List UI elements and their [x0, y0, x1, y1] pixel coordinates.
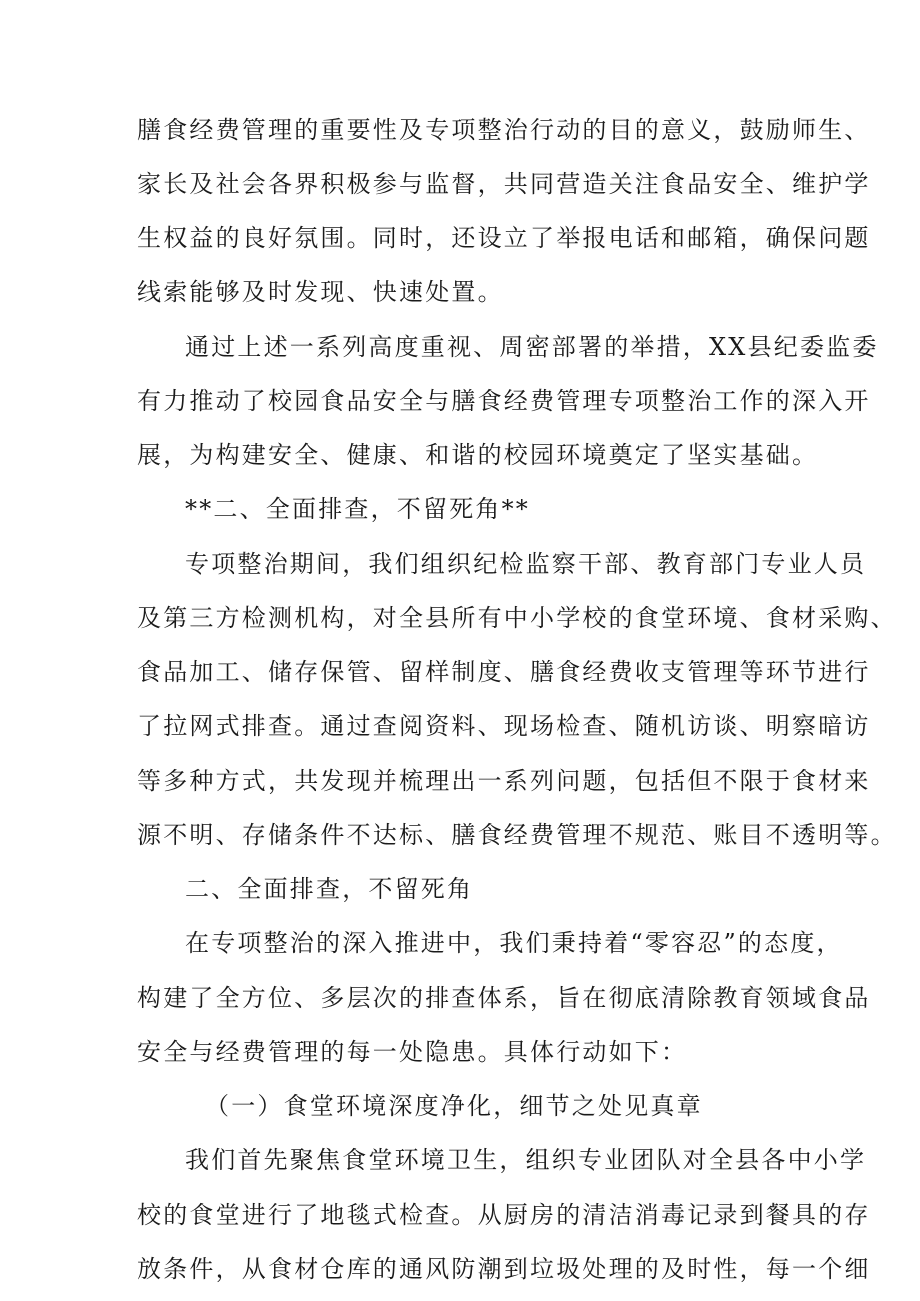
text-line: 线索能够及时发现、快速处置。	[137, 278, 504, 306]
text-line: 及第三方检测机构，对全县所有中小学校的食堂环境、食材采购、	[137, 604, 897, 632]
text-line: 展，为构建安全、健康、和谐的校园环境奠定了坚实基础。	[137, 441, 819, 469]
text-line: 等多种方式，共发现并梳理出一系列问题，包括但不限于食材来	[137, 767, 871, 795]
text-line: 源不明、存储条件不达标、膳食经费管理不规范、账目不透明等。	[137, 821, 897, 849]
text-line: 校的食堂进行了地毯式检查。从厨房的清洁消毒记录到餐具的存	[137, 1201, 871, 1229]
text-line: 膳食经费管理的重要性及专项整治行动的目的意义，鼓励师生、	[137, 116, 871, 144]
text-line: 了拉网式排查。通过查阅资料、现场检查、随机访谈、明察暗访	[137, 712, 871, 740]
text-line: 放条件，从食材仓库的通风防潮到垃圾处理的及时性，每一个细	[137, 1255, 871, 1283]
text-line: 在专项整治的深入推进中，我们秉持着“零容忍”的态度，	[185, 929, 843, 957]
text-line: 安全与经费管理的每一处隐患。具体行动如下：	[137, 1038, 688, 1066]
text-line: 构建了全方位、多层次的排查体系，旨在彻底清除教育领域食品	[137, 984, 871, 1012]
section-heading: **二、全面排查，不留死角**	[185, 495, 530, 523]
text-line: 家长及社会各界积极参与监督，共同营造关注食品安全、维护学	[137, 170, 871, 198]
text-line: 生权益的良好氛围。同时，还设立了举报电话和邮箱，确保问题	[137, 224, 871, 252]
text-line: 专项整治期间，我们组织纪检监察干部、教育部门专业人员	[185, 550, 867, 578]
text-line: 有力推动了校园食品安全与膳食经费管理专项整治工作的深入开	[137, 387, 871, 415]
text-line: 通过上述一系列高度重视、周密部署的举措，XX县纪委监委	[185, 333, 879, 361]
text-line: 食品加工、储存保管、留样制度、膳食经费收支管理等环节进行	[137, 658, 871, 686]
subsection-heading: （一）食堂环境深度净化，细节之处见真章	[205, 1092, 703, 1120]
text-line: 我们首先聚焦食堂环境卫生，组织专业团队对全县各中小学	[185, 1146, 867, 1174]
section-heading: 二、全面排查，不留死角	[185, 875, 474, 903]
